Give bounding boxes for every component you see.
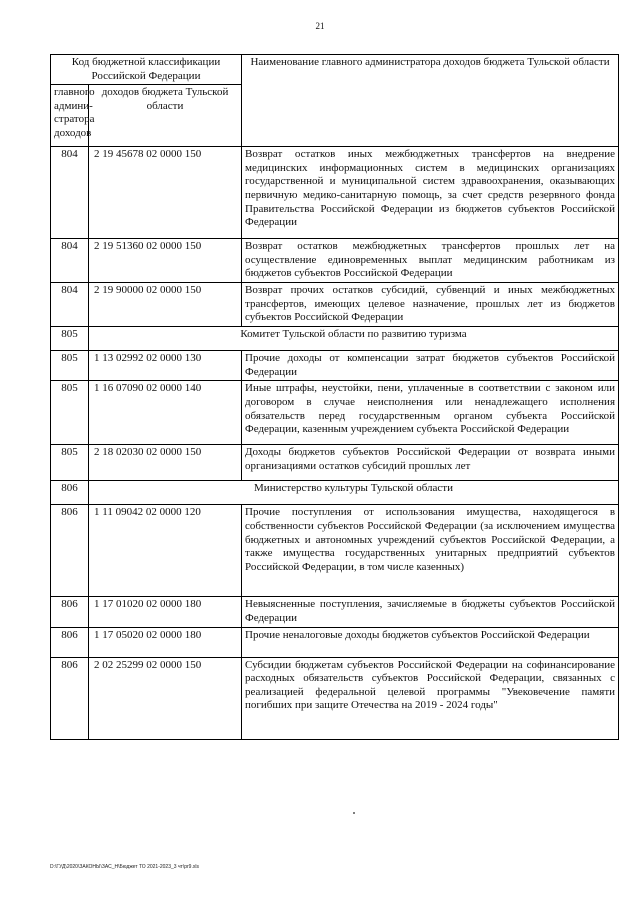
table-row bbox=[51, 351, 619, 381]
income-name-cell: Невыясненные поступления, зачисляемые в бюджеты субъектов Российской Федерации bbox=[242, 597, 619, 627]
table-body bbox=[51, 147, 619, 739]
admin-code-cell: 806 bbox=[51, 481, 89, 505]
income-name-cell: Прочие неналоговые доходы бюджетов субъектов Российской Федерации bbox=[242, 627, 619, 657]
income-name-cell: Прочие доходы от компенсации затрат бюджетов субъектов Российской Федерации bbox=[242, 351, 619, 381]
income-code-cell: 1 13 02992 02 0000 130 bbox=[89, 351, 242, 381]
admin-code-cell: 805 bbox=[51, 351, 89, 381]
income-code-cell: 1 17 05020 02 0000 180 bbox=[89, 627, 242, 657]
section-title-cell: Комитет Тульской области по развитию туризма bbox=[89, 327, 619, 351]
table-row bbox=[51, 505, 619, 597]
section-row bbox=[51, 481, 619, 505]
income-name-cell: Прочие поступления от использования имущества, находящегося в собственности субъектов Российской Федерации (за исключением имущества бюджетных и автономных учреждений субъектов Российской Федерации, а также имущества государственных унитарных предприятий субъектов Российской Федерации, в том числе казенных) bbox=[242, 505, 619, 597]
income-code-cell: 1 17 01020 02 0000 180 bbox=[89, 597, 242, 627]
table-row bbox=[51, 381, 619, 445]
section-title-cell: Министерство культуры Тульской области bbox=[89, 481, 619, 505]
income-code-cell: 2 02 25299 02 0000 150 bbox=[89, 657, 242, 739]
income-code-cell: 1 11 09042 02 0000 120 bbox=[89, 505, 242, 597]
table-row bbox=[51, 657, 619, 739]
table-row bbox=[51, 445, 619, 481]
header-income-code: доходов бюджета Тульской области bbox=[89, 85, 242, 147]
admin-code-cell: 805 bbox=[51, 381, 89, 445]
income-code-cell: 2 19 51360 02 0000 150 bbox=[89, 239, 242, 283]
income-code-cell: 1 16 07090 02 0000 140 bbox=[89, 381, 242, 445]
admin-code-cell: 806 bbox=[51, 657, 89, 739]
income-name-cell: Возврат остатков межбюджетных трансфертов прошлых лет на осуществление единовременных выплат медицинским работникам из бюджетов субъектов Российской Федерации bbox=[242, 239, 619, 283]
file-path-footer: D:\ГУД\2020\ЗАКОНЫ\ЗАС_Н\Бюджет ТО 2021-2023_3 чт\pr9.xls bbox=[50, 864, 199, 870]
admin-code-cell: 806 bbox=[51, 505, 89, 597]
section-row bbox=[51, 327, 619, 351]
income-name-cell: Возврат остатков иных межбюджетных трансфертов на внедрение медицинских информационных систем в медицинских организациях государственной и муниципальной систем здравоохранения, оказывающих первичную медико-санитарную помощь, за счет средств резервного фонда Правительства Российской Федерации из бюджетов субъектов Российской Федерации bbox=[242, 147, 619, 239]
table-row bbox=[51, 597, 619, 627]
income-name-cell: Возврат прочих остатков субсидий, субвенций и иных межбюджетных трансфертов, имеющих целевое назначение, прошлых лет из бюджетов субъектов Российской Федерации bbox=[242, 283, 619, 327]
table-row bbox=[51, 627, 619, 657]
admin-code-cell: 804 bbox=[51, 283, 89, 327]
table-row bbox=[51, 147, 619, 239]
admin-code-cell: 805 bbox=[51, 445, 89, 481]
admin-code-cell: 806 bbox=[51, 627, 89, 657]
income-code-cell: 2 19 45678 02 0000 150 bbox=[89, 147, 242, 239]
revenue-admin-table bbox=[50, 54, 619, 740]
header-admin-code: главного админи-стратора доходов bbox=[51, 85, 89, 147]
income-name-cell: Доходы бюджетов субъектов Российской Федерации от возврата иными организациями остатков субсидий прошлых лет bbox=[242, 445, 619, 481]
header-classification-code: Код бюджетной классификации Российской Федерации bbox=[51, 55, 242, 85]
table-row bbox=[51, 239, 619, 283]
table-row bbox=[51, 283, 619, 327]
page-number: 21 bbox=[315, 21, 325, 31]
income-name-cell: Иные штрафы, неустойки, пени, уплаченные в соответствии с законом или договором в случае неисполнения или ненадлежащего исполнения обязательств перед государственным органом субъекта Российской Федерации, казенным учреждением субъекта Российской Федерации bbox=[242, 381, 619, 445]
stray-mark bbox=[353, 812, 355, 814]
income-name-cell: Субсидии бюджетам субъектов Российской Федерации на софинансирование расходных обязательств субъектов Российской Федерации, связанных с реализацией федеральной целевой программы "Увековечение памяти погибших при защите Отечества на 2019 - 2024 годы" bbox=[242, 657, 619, 739]
admin-code-cell: 806 bbox=[51, 597, 89, 627]
income-code-cell: 2 19 90000 02 0000 150 bbox=[89, 283, 242, 327]
income-code-cell: 2 18 02030 02 0000 150 bbox=[89, 445, 242, 481]
admin-code-cell: 804 bbox=[51, 147, 89, 239]
admin-code-cell: 805 bbox=[51, 327, 89, 351]
admin-code-cell: 804 bbox=[51, 239, 89, 283]
header-admin-name: Наименование главного администратора доходов бюджета Тульской области bbox=[242, 55, 619, 147]
